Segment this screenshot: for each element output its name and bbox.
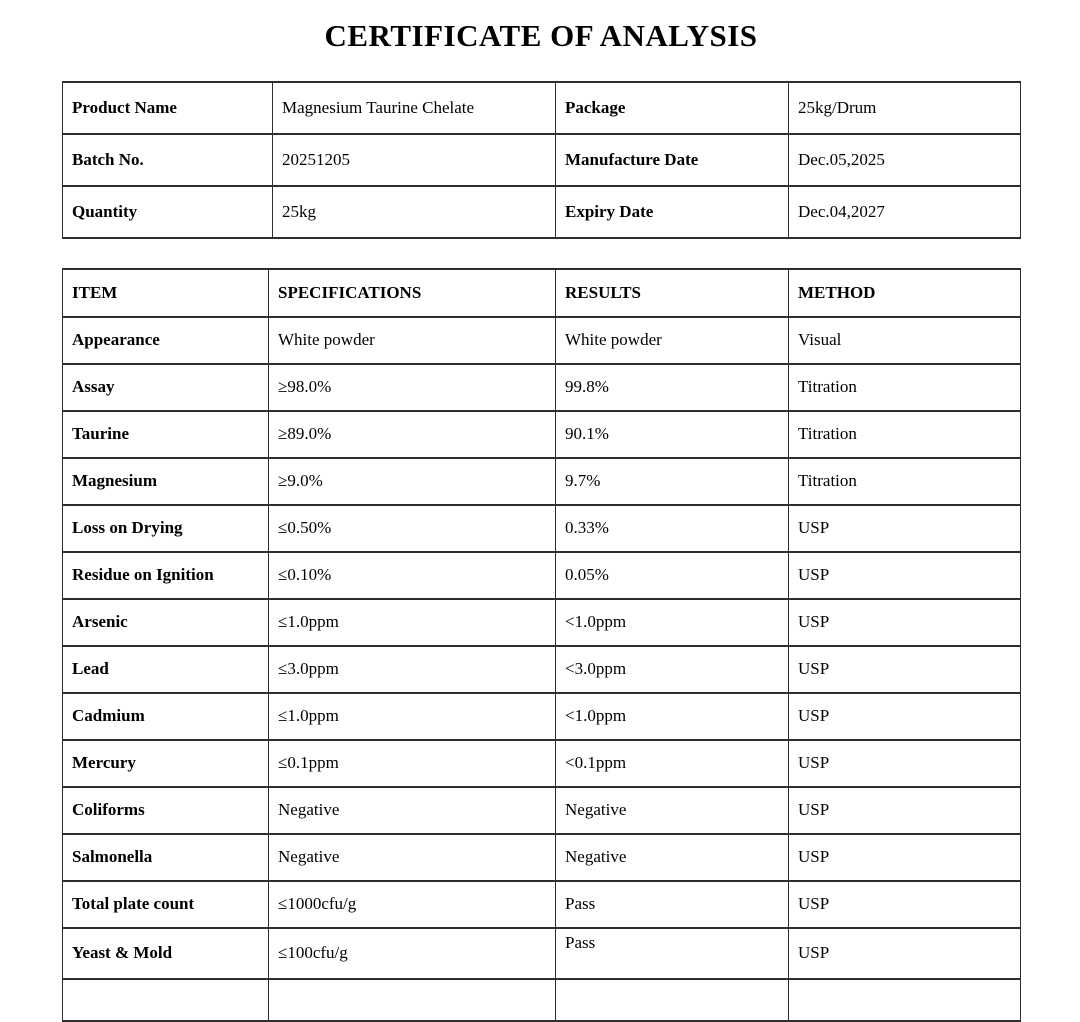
column-header-method: METHOD [789, 269, 1021, 317]
specification-cell: ≤100cfu/g [269, 928, 556, 979]
table-row-clipped [63, 979, 1021, 1021]
table-row [63, 411, 1021, 458]
result-cell: <3.0ppm [556, 646, 789, 693]
info-label-cell: Batch No. [63, 134, 273, 186]
item-cell: Magnesium [63, 458, 269, 505]
result-cell: Pass [556, 928, 789, 979]
item-cell [63, 979, 269, 1021]
item-cell: Salmonella [63, 834, 269, 881]
result-cell [556, 979, 789, 1021]
item-cell: Coliforms [63, 787, 269, 834]
header-row [63, 269, 1021, 317]
info-value-cell: 25kg [273, 186, 556, 238]
table-row [63, 881, 1021, 928]
info-label-cell: Expiry Date [556, 186, 789, 238]
specification-cell: ≥89.0% [269, 411, 556, 458]
document-page [62, 0, 1020, 1022]
item-cell: Assay [63, 364, 269, 411]
method-cell: USP [789, 552, 1021, 599]
specification-cell: ≤0.50% [269, 505, 556, 552]
item-cell: Arsenic [63, 599, 269, 646]
result-cell: 90.1% [556, 411, 789, 458]
specification-cell: ≤0.10% [269, 552, 556, 599]
method-cell: USP [789, 599, 1021, 646]
specification-cell: ≤3.0ppm [269, 646, 556, 693]
table-row [63, 364, 1021, 411]
analysis-table [62, 268, 1021, 1022]
result-cell: White powder [556, 317, 789, 364]
method-cell: USP [789, 881, 1021, 928]
info-value-cell: Dec.05,2025 [789, 134, 1021, 186]
result-cell: <1.0ppm [556, 599, 789, 646]
method-cell: USP [789, 505, 1021, 552]
specification-cell: ≤1.0ppm [269, 693, 556, 740]
info-value-cell: 25kg/Drum [789, 82, 1021, 134]
table-row [63, 458, 1021, 505]
column-header-results: RESULTS [556, 269, 789, 317]
page-title: CERTIFICATE OF ANALYSIS [324, 18, 758, 53]
method-cell: USP [789, 646, 1021, 693]
info-label-cell: Product Name [63, 82, 273, 134]
item-cell: Loss on Drying [63, 505, 269, 552]
item-cell: Residue on Ignition [63, 552, 269, 599]
specification-cell: Negative [269, 834, 556, 881]
table-row [63, 693, 1021, 740]
item-cell: Total plate count [63, 881, 269, 928]
item-cell: Yeast & Mold [63, 928, 269, 979]
method-cell: Visual [789, 317, 1021, 364]
specification-cell: Negative [269, 787, 556, 834]
specification-cell: ≥98.0% [269, 364, 556, 411]
table-row [63, 599, 1021, 646]
item-cell: Mercury [63, 740, 269, 787]
method-cell: Titration [789, 411, 1021, 458]
method-cell: USP [789, 928, 1021, 979]
table-row [63, 505, 1021, 552]
specification-cell [269, 979, 556, 1021]
item-cell: Appearance [63, 317, 269, 364]
table-row [63, 740, 1021, 787]
method-cell: USP [789, 787, 1021, 834]
result-cell: 9.7% [556, 458, 789, 505]
specification-cell: White powder [269, 317, 556, 364]
info-label-cell: Quantity [63, 186, 273, 238]
result-cell: 99.8% [556, 364, 789, 411]
product-info-table [62, 81, 1021, 239]
table-row [63, 317, 1021, 364]
table-row [63, 186, 1021, 238]
specification-cell: ≤1000cfu/g [269, 881, 556, 928]
info-value-cell: Magnesium Taurine Chelate [273, 82, 556, 134]
table-row [63, 834, 1021, 881]
item-cell: Taurine [63, 411, 269, 458]
result-cell: <1.0ppm [556, 693, 789, 740]
table-row [63, 552, 1021, 599]
info-label-cell: Package [556, 82, 789, 134]
table-row [63, 928, 1021, 979]
result-cell: Negative [556, 834, 789, 881]
specification-cell: ≤1.0ppm [269, 599, 556, 646]
table-row [63, 134, 1021, 186]
method-cell: USP [789, 740, 1021, 787]
table-row [63, 787, 1021, 834]
result-cell: 0.05% [556, 552, 789, 599]
info-value-cell: Dec.04,2027 [789, 186, 1021, 238]
method-cell: USP [789, 834, 1021, 881]
table-row [63, 82, 1021, 134]
specification-cell: ≤0.1ppm [269, 740, 556, 787]
result-cell: 0.33% [556, 505, 789, 552]
column-header-item: ITEM [63, 269, 269, 317]
info-value-cell: 20251205 [273, 134, 556, 186]
method-cell: Titration [789, 364, 1021, 411]
method-cell: USP [789, 693, 1021, 740]
result-cell: <0.1ppm [556, 740, 789, 787]
specification-cell: ≥9.0% [269, 458, 556, 505]
result-cell: Negative [556, 787, 789, 834]
item-cell: Cadmium [63, 693, 269, 740]
item-cell: Lead [63, 646, 269, 693]
result-cell: Pass [556, 881, 789, 928]
method-cell: Titration [789, 458, 1021, 505]
method-cell [789, 979, 1021, 1021]
column-header-specifications: SPECIFICATIONS [269, 269, 556, 317]
table-row [63, 646, 1021, 693]
info-label-cell: Manufacture Date [556, 134, 789, 186]
